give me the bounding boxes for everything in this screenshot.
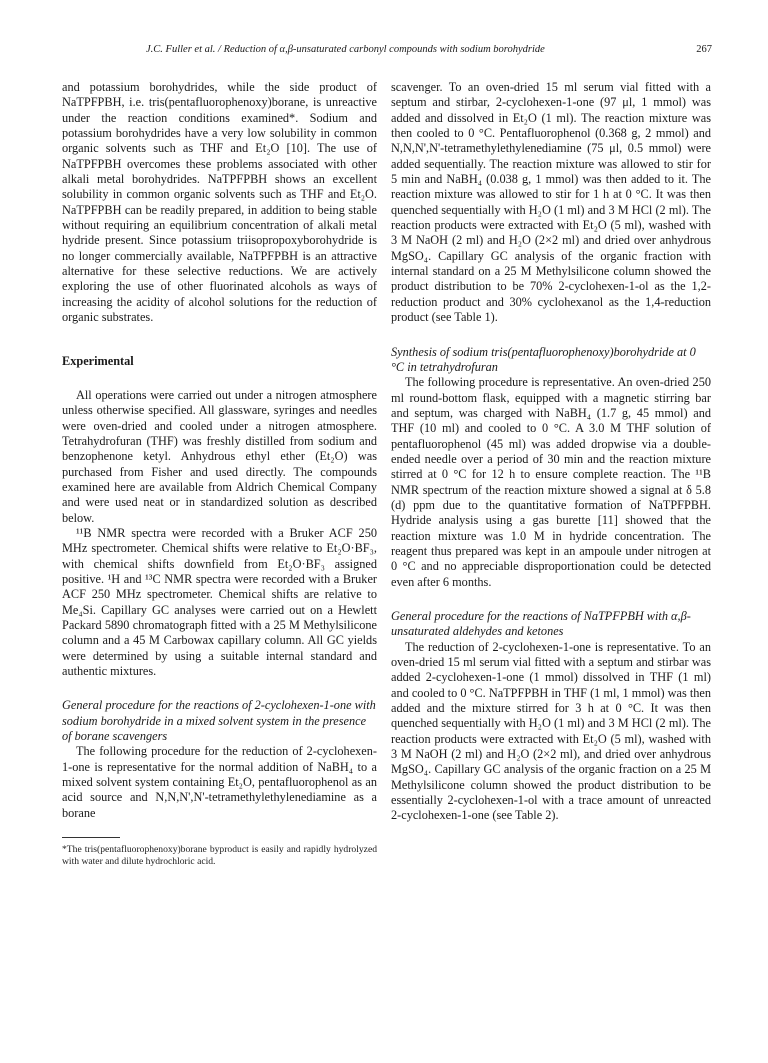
mixed-solvent-procedure: The following procedure for the reduction of 2-cyclohexen-1-one is representative for the normal addition of NaBH₄ to a mixed solvent system containing Et₂O, pentafluorophenol as an acid source and N,N,N',N'-tetramethylethylenediamine as a borane (62, 744, 377, 820)
subheading-synthesis: Synthesis of sodium tris(pentafluorophenoxy)borohydride at 0 °C in tetrahydrofuran (391, 344, 696, 374)
left-column (62, 80, 377, 868)
footnote-rule (62, 837, 120, 838)
synthesis-procedure: The following procedure is representative. An oven-dried 250 ml round-bottom flask, equipped with a magnetic stirring bar and septum, was charged with NaBH₄ (1.7 g, 45 mmol) and THF (10 ml) and cooled to 0 °C. A 3.0 M THF solution of pentafluorophenol (45 ml) was added dropwise via a double-ended needle over a period of 30 min and the reaction mixture stirred at 0 °C for 12 h to ensure complete reaction. The ¹¹B NMR spectrum of the reaction mixture showed a signal at δ 5.8 (d) ppm due to the quantitative formation of NaTPFPBH. Hydride analysis using a gas burette [11] showed that the reaction mixture was 1.0 M in hydride concentration. The reagent thus prepared was kept in an ampoule under nitrogen at 0 °C and no appreciable disproportionation could be detected even after 6 months. (391, 375, 711, 589)
subheading-mixed-solvent: General procedure for the reactions of 2-cyclohexen-1-one with sodium borohydride in a mixed solvent system in the presence of borane scavengers (62, 698, 376, 744)
footnote: *The tris(pentafluorophenoxy)borane byproduct is easily and rapidly hydrolyzed with water and dilute hydrochloric acid. (62, 844, 377, 868)
experimental-paragraph-2: ¹¹B NMR spectra were recorded with a Bruker ACF 250 MHz spectrometer. Chemical shifts were relative to Et₂O·BF₃, with chemical shifts downfield from Et₂O·BF₃ assigned positive. ¹H and ¹³C NMR spectra were recorded with a Bruker ACF 250 MHz spectrometer. Chemical shifts are relative to Me₄Si. Capillary GC analyses were carried out on a Hewlett Packard 5890 chromatograph fitted with a 25 M Methylsilicone column and a 45 M Carbowax capillary column. All GC yields were determined by using a suitable internal standard and authentic mixtures. (62, 525, 377, 679)
experimental-heading: Experimental (62, 353, 134, 368)
intro-paragraph: and potassium borohydrides, while the side product of NaTPFPBH, i.e. tris(pentafluorophenoxy)borane, is unreactive under the reaction conditions examined*. Sodium and potassium borohydrides have a very low solubility in common organic solvents such as THF and Et₂O [10]. The use of NaTPFPBH overcomes these problems associated with other alkali metal borohydrides. NaTPFPBH shows an excellent solubility in common organic solvents such as THF and Et₂O. NaTPFPBH can be readily prepared, in addition to being stable without requiring an equilibrium concentration of alkali metal hydride present. Since potassium triisopropoxyborohydride is no longer commercially available, NaTPFPBH is an attractive alternative for these selective reductions. We are actively exploring the use of other fluorinated alcohols as ways of increasing the acidity of alcohol solutions for the reduction of organic substrates. (62, 80, 377, 325)
running-head-title: J.C. Fuller et al. / Reduction of α,β-unsaturated carbonyl compounds with sodium borohydride (146, 44, 545, 55)
subheading-general-procedure: General procedure for the reactions of NaTPFPBH with α,β-unsaturated aldehydes and ketones (391, 609, 691, 639)
continued-paragraph: scavenger. To an oven-dried 15 ml serum vial fitted with a septum and stirbar, 2-cyclohexen-1-one (97 μl, 1 mmol) was added and dissolved in Et₂O (1 ml). The reaction mixture was then cooled to 0 °C. Pentafluorophenol (0.368 g, 2 mmol) and N,N,N',N'-tetramethylethylenediamine (75 μl, 0.5 mmol) were added sequentially. The reaction mixture was allowed to stir for 5 min and NaBH₄ (0.038 g, 1 mmol) was then added to it. The reaction mixture was allowed to stir for 1 h at 0 °C. It was then quenched sequentially with H₂O (1 ml) and 3 M HCl (2 ml). The reaction products were extracted with Et₂O (5 ml), washed with 3 M NaOH (2 ml) and H₂O (2×2 ml) and dried over anhydrous MgSO₄. Capillary GC analysis of the organic fraction with internal standard on a 25 M Methylsilicone column showed the product distribution to be 70% 2-cyclohexen-1-ol as the 1,2-reduction product and 30% cyclohexanol as the 1,4-reduction product (see Table 1). (391, 80, 711, 325)
running-head (62, 44, 712, 60)
right-column (391, 80, 711, 824)
page-number: 267 (696, 44, 712, 55)
general-procedure: The reduction of 2-cyclohexen-1-one is representative. To an oven-dried 15 ml serum vial fitted with a septum and stirbar was added 2-cyclohexen-1-one (1 mmol) dissolved in THF (1 ml) and cooled to 0 °C. NaTPFPBH in THF (1 ml, 1 mmol) was then added and the mixture stirred for 3 h at 0 °C. It was then quenched sequentially with H₂O (1 ml) and 3 M HCl (2 ml). The reaction products were extracted with Et₂O (5 ml), washed with 3 M NaOH (2 ml) and H₂O (2×2 ml), and dried over anhydrous MgSO₄. Capillary GC analysis of the organic fraction on a 25 M Methylsilicone column showed the product distribution to be essentially 2-cyclohexen-1-ol with a trace amount of unreacted 2-cyclohexen-1-one (see Table 2). (391, 639, 711, 823)
experimental-paragraph-1: All operations were carried out under a nitrogen atmosphere unless otherwise specified. All glassware, syringes and needles were oven-dried and cooled under a nitrogen atmosphere. Tetrahydrofuran (THF) was freshly distilled from sodium and benzophenone ketyl. Anhydrous ethyl ether (Et₂O) was purchased from Fisher and used directly. The compounds examined here are available from Aldrich Chemical Company and were used neat or in standardized solution as described below. (62, 387, 377, 525)
